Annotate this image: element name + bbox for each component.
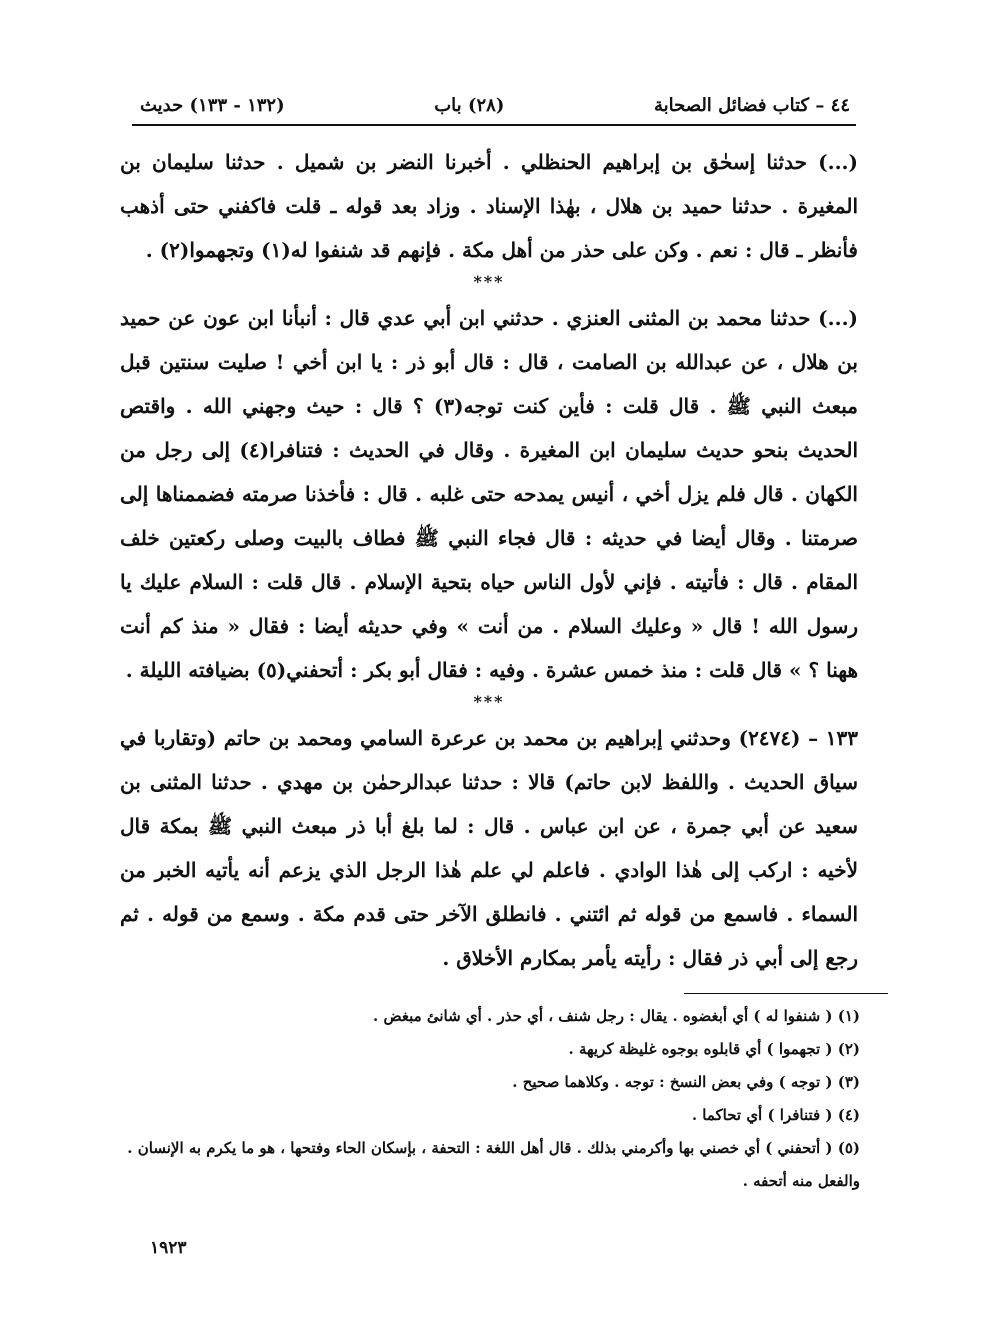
page-header [140, 88, 850, 122]
header-hadith-range: (١٣٢ - ١٣٣) حديث [140, 94, 285, 116]
footnote-4: (٤) ( فتنافرا ) أي تحاكما . [691, 1106, 860, 1124]
hadith-paragraph-1: (...) حدثنا إسحٰق بن إبراهيم الحنظلي . أخبرنا النضر بن شميل . حدثنا سليمان بن المغيرة . حدثنا حميد بن هلال ، بهٰذا الإسناد . وزاد بعد قوله ـ قلت فاكفني حتى أذهب فأنظر ـ قال : نعم . وكن على حذر من أهل مكة . فإنهم قد شنفوا له(١) وتجهموا(٢) . [120, 150, 858, 262]
hadith-paragraph-3: ١٣٣ – (٢٤٧٤) وحدثني إبراهيم بن محمد بن عرعرة السامي ومحمد بن حاتم (وتقاربا في سياق الحديث . واللفظ لابن حاتم) قالا : حدثنا عبدالرحمٰن بن مهدي . حدثنا المثنى بن سعيد عن أبي جمرة ، عن ابن عباس . قال : لما بلغ أبا ذر مبعث النبي ﷺ بمكة قال لأخيه : اركب إلى هٰذا الوادي . فاعلم لي علم هٰذا الرجل الذي يزعم أنه يأتيه الخبر من السماء . فاسمع من قوله ثم ائتني . فانطلق الآخر حتى قدم مكة . وسمع من قوله . ثم رجع إلى أبي ذر فقال : رأيته يأمر بمكارم الأخلاق . [120, 726, 859, 970]
footnotes [100, 1000, 860, 1198]
page-number: ١٩٢٣ [150, 1238, 187, 1258]
section-separator-2: *** [473, 692, 505, 711]
footnote-rule [684, 993, 888, 994]
footnote-3: (٣) ( توجه ) وفي بعض النسخ : توجه . وكلاهما صحيح . [512, 1073, 860, 1091]
header-chapter: (٢٨) باب [434, 94, 505, 116]
header-rule [132, 124, 856, 126]
footnote-2: (٢) ( تجهموا ) أي قابلوه بوجوه غليظة كريهة . [568, 1040, 860, 1058]
hadith-paragraph-2: (...) حدثنا محمد بن المثنى العنزي . حدثني ابن أبي عدي قال : أنبأنا ابن عون عن حميد بن هلال ، عن عبدالله بن الصامت ، قال : قال أبو ذر : يا ابن أخي ! صليت سنتين قبل مبعث النبي ﷺ . قال قلت : فأين كنت توجه(٣) ؟ قال : حيث وجهني الله . واقتص الحديث بنحو حديث سليمان ابن المغيرة . وقال في الحديث : فتنافرا(٤) إلى رجل من الكهان . قال فلم يزل أخي ، أنيس يمدحه حتى غلبه . قال : فأخذنا صرمته فضممناها إلى صرمتنا . وقال أيضا في حديثه : قال فجاء النبي ﷺ فطاف بالبيت وصلى ركعتين خلف المقام . قال : فأتيته . فإني لأول الناس حياه بتحية الإسلام . قال قلت : السلام عليك يا رسول الله ! قال « وعليك السلام . من أنت » وفي حديثه أيضا : فقال « منذ كم أنت ههنا ؟ » قال قلت : منذ خمس عشرة . وفيه : فقال أبو بكر : أتحفني(٥) بضيافته الليلة . [120, 306, 858, 682]
main-text [120, 140, 858, 980]
footnote-5: (٥) ( أتحفني ) أي خصني بها وأكرمني بذلك . قال أهل اللغة : التحفة ، بإسكان الحاء وفتحها ، هو ما يكرم به الإنسان . والفعل منه أتحفه . [127, 1139, 860, 1190]
section-separator-1: *** [473, 272, 505, 291]
header-book-title: ٤٤ – كتاب فضائل الصحابة [653, 94, 850, 116]
footnote-1: (١) ( شنفوا له ) أي أبغضوه . يقال : رجل شنف ، أي حذر . أي شانئ مبغض . [373, 1007, 860, 1025]
